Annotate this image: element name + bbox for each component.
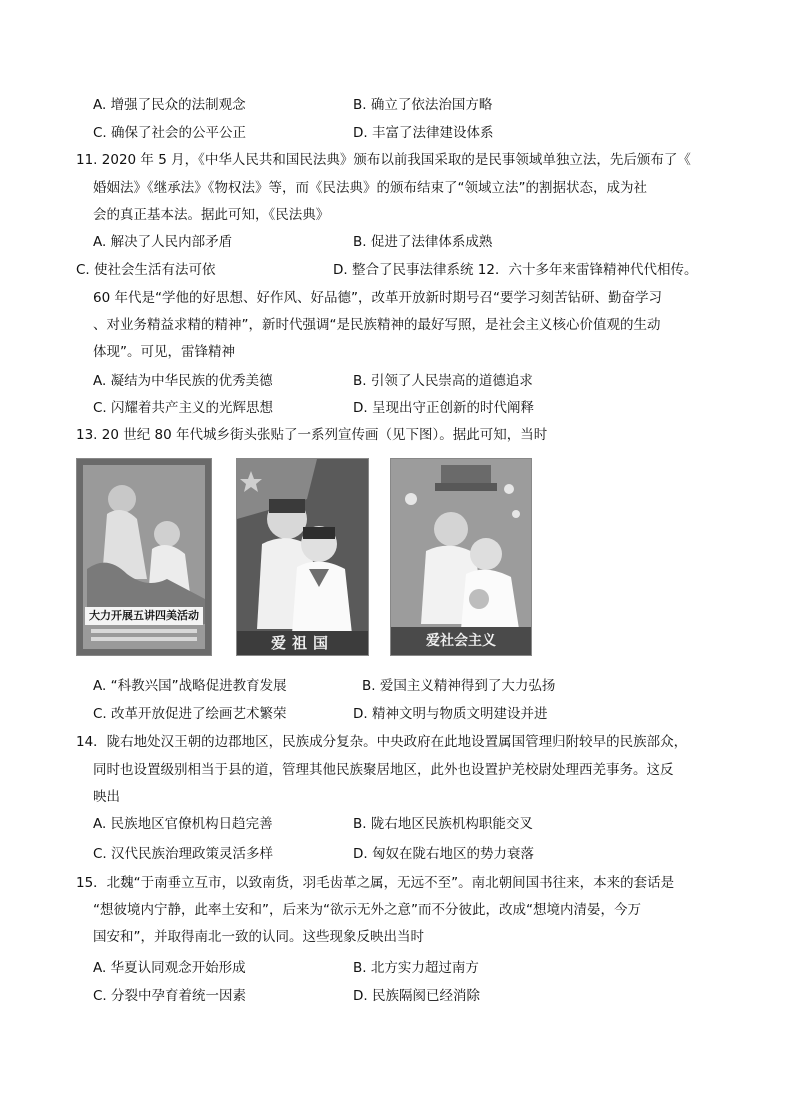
q12-stem-line2: 、对业务精益求精的精神”，新时代强调“是民族精神的最好写照，是社会主义核心价值观的生动: [93, 317, 661, 333]
q11-stem-line1: 11. 2020 年 5 月，《中华人民共和国民法典》颁布以前我国采取的是民事领域单独立法，先后颁布了《: [76, 152, 691, 168]
poster-love-socialism: [390, 458, 532, 656]
q12-option-d: D. 呈现出守正创新的时代阐释: [353, 400, 534, 416]
q10-option-c: C. 确保了社会的公平公正: [93, 125, 247, 141]
q10-option-a: A. 增强了民众的法制观念: [93, 97, 246, 113]
q14-stem-line2: 同时也设置级别相当于县的道，管理其他民族聚居地区，此外也设置护羌校尉处理西羌事务。这反: [93, 762, 674, 778]
q12-stem-line3: 体现”。可见，雷锋精神: [93, 344, 235, 360]
q11-stem-line3: 会的真正基本法。据此可知，《民法典》: [93, 207, 330, 223]
q12-option-b: B. 引领了人民崇高的道德追求: [353, 373, 533, 389]
q11-option-a: A. 解决了人民内部矛盾: [93, 234, 233, 250]
q12-stem-line1: 60 年代是“学他的好思想、好作风、好品德”，改革开放新时期号召“要学习刻苦钻研、勤奋学习: [93, 290, 662, 306]
q15-stem-line3: 国安和”，并取得南北一致的认同。这些现象反映出当时: [93, 929, 424, 945]
q15-stem-line1: 15．北魏“于南垂立互市，以致南货，羽毛齿革之属，无远不至”。南北朝间国书往来，本来的套话是: [76, 875, 675, 891]
q13-option-a: A. “科教兴国”战略促进教育发展: [93, 678, 287, 694]
q11-stem-line2: 婚姻法》《继承法》《物权法》等，而《民法典》的颁布结束了“领域立法”的割据状态，成为社: [93, 180, 647, 196]
q10-option-b: B. 确立了依法治国方略: [353, 97, 493, 113]
q13-option-b: B. 爱国主义精神得到了大力弘扬: [362, 678, 556, 694]
poster3-caption: 爱社会主义: [426, 633, 496, 649]
q15-option-c: C. 分裂中孕育着统一因素: [93, 988, 247, 1004]
q12-option-a: A. 凝结为中华民族的优秀美德: [93, 373, 273, 389]
q15-option-a: A. 华夏认同观念开始形成: [93, 960, 246, 976]
poster2-caption: 爱祖国: [270, 634, 334, 652]
q14-option-a: A. 民族地区官僚机构日趋完善: [93, 816, 273, 832]
q14-option-d: D. 匈奴在陇右地区的势力衰落: [353, 846, 534, 862]
q13-stem: 13. 20 世纪 80 年代城乡街头张贴了一系列宣传画（见下图）。据此可知，当时: [76, 427, 548, 443]
poster-five-stresses-four-beauties: [76, 458, 212, 656]
q15-option-d: D. 民族隔阂已经消除: [353, 988, 480, 1004]
q10-option-d: D. 丰富了法律建设体系: [353, 125, 494, 141]
q14-stem-line1: 14．陇右地处汉王朝的边郡地区，民族成分复杂。中央政府在此地设置属国管理归附较早的民族部众，: [76, 734, 688, 750]
q14-option-b: B. 陇右地区民族机构职能交叉: [353, 816, 533, 832]
q11-option-b: B. 促进了法律体系成熟: [353, 234, 493, 250]
q13-option-d: D. 精神文明与物质文明建设并进: [353, 706, 548, 722]
poster1-caption: 大力开展五讲四美活动: [89, 609, 199, 622]
q12-option-c: C. 闪耀着共产主义的光辉思想: [93, 400, 274, 416]
q15-option-b: B. 北方实力超过南方: [353, 960, 479, 976]
q11-option-c: C. 使社会生活有法可依: [76, 262, 216, 278]
q11-option-d: D. 整合了民事法律系统 12．六十多年来雷锋精神代代相传。: [333, 262, 698, 278]
q15-stem-line2: “想彼境内宁静，此率土安和”，后来为“欲示无外之意”而不分彼此，改成“想境内清晏，今万: [93, 902, 641, 918]
poster-love-motherland: [236, 458, 369, 656]
q13-option-c: C. 改革开放促进了绘画艺术繁荣: [93, 706, 287, 722]
q14-option-c: C. 汉代民族治理政策灵活多样: [93, 846, 274, 862]
q14-stem-line3: 映出: [93, 789, 120, 805]
